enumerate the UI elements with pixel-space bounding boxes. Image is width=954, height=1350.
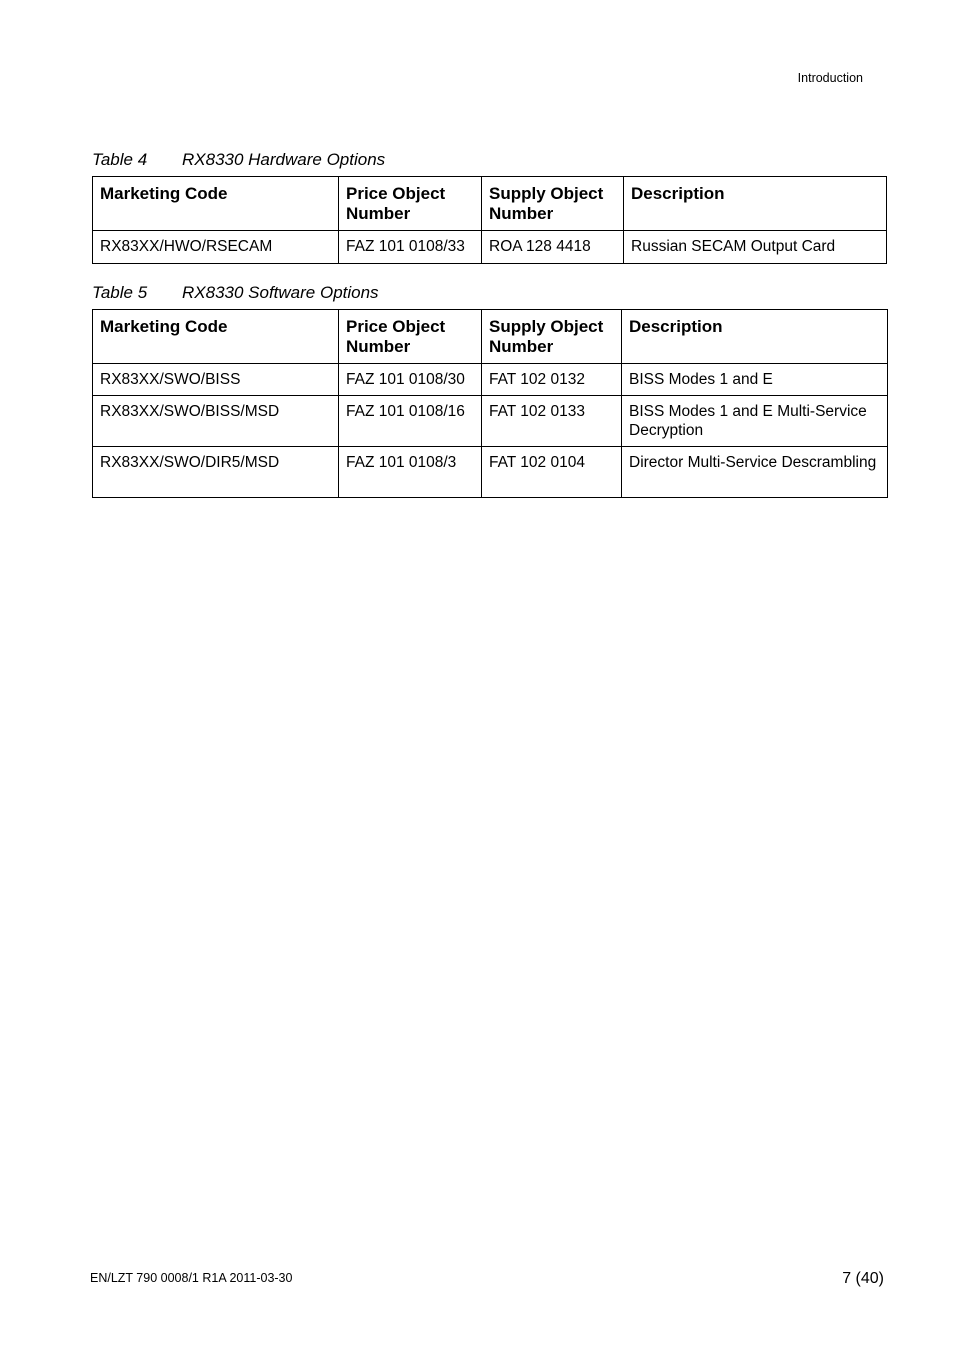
cell-price-object-number: FAZ 101 0108/3 [339,447,482,498]
hardware-options-table [92,176,887,264]
column-header-supply-object-number: Supply Object Number [482,177,624,231]
cell-price-object-number: FAZ 101 0108/33 [339,231,482,264]
cell-description: Director Multi-Service Descrambling [622,447,888,498]
cell-marketing-code: RX83XX/SWO/BISS/MSD [93,396,339,447]
cell-marketing-code: RX83XX/SWO/BISS [93,364,339,396]
cell-description: Russian SECAM Output Card [624,231,887,264]
table-4-caption [92,150,385,170]
cell-description: BISS Modes 1 and E Multi-Service Decryption [622,396,888,447]
cell-price-object-number: FAZ 101 0108/30 [339,364,482,396]
footer-date: 2011-03-30 [229,1271,293,1285]
cell-price-object-number: FAZ 101 0108/16 [339,396,482,447]
table-header-row [93,310,888,364]
column-header-price-object-number: Price Object Number [339,177,482,231]
footer-page-number: 7 (40) [842,1270,884,1287]
table-row [93,231,887,264]
table-header-row [93,177,887,231]
column-header-description: Description [624,177,887,231]
column-header-price-object-number: Price Object Number [339,310,482,364]
cell-supply-object-number: ROA 128 4418 [482,231,624,264]
table-4-caption-title: RX8330 Hardware Options [182,150,386,169]
footer-doc-number: EN/LZT 790 0008/1 R1A [90,1271,226,1285]
cell-description: BISS Modes 1 and E [622,364,888,396]
cell-supply-object-number: FAT 102 0133 [482,396,622,447]
column-header-marketing-code: Marketing Code [93,310,339,364]
table-row [93,364,888,396]
table-row [93,447,888,498]
table-5-caption [92,283,379,303]
running-header-section: Introduction [797,71,863,85]
column-header-supply-object-number: Supply Object Number [482,310,622,364]
table-5-caption-title: RX8330 Software Options [182,283,379,302]
cell-supply-object-number: FAT 102 0104 [482,447,622,498]
table-row [93,396,888,447]
table-5-caption-number: Table 5 [92,283,148,302]
software-options-table [92,309,888,498]
cell-marketing-code: RX83XX/HWO/RSECAM [93,231,339,264]
table-4-caption-number: Table 4 [92,150,148,169]
footer-document-id [90,1271,292,1285]
column-header-marketing-code: Marketing Code [93,177,339,231]
cell-supply-object-number: FAT 102 0132 [482,364,622,396]
cell-marketing-code: RX83XX/SWO/DIR5/MSD [93,447,339,498]
column-header-description: Description [622,310,888,364]
